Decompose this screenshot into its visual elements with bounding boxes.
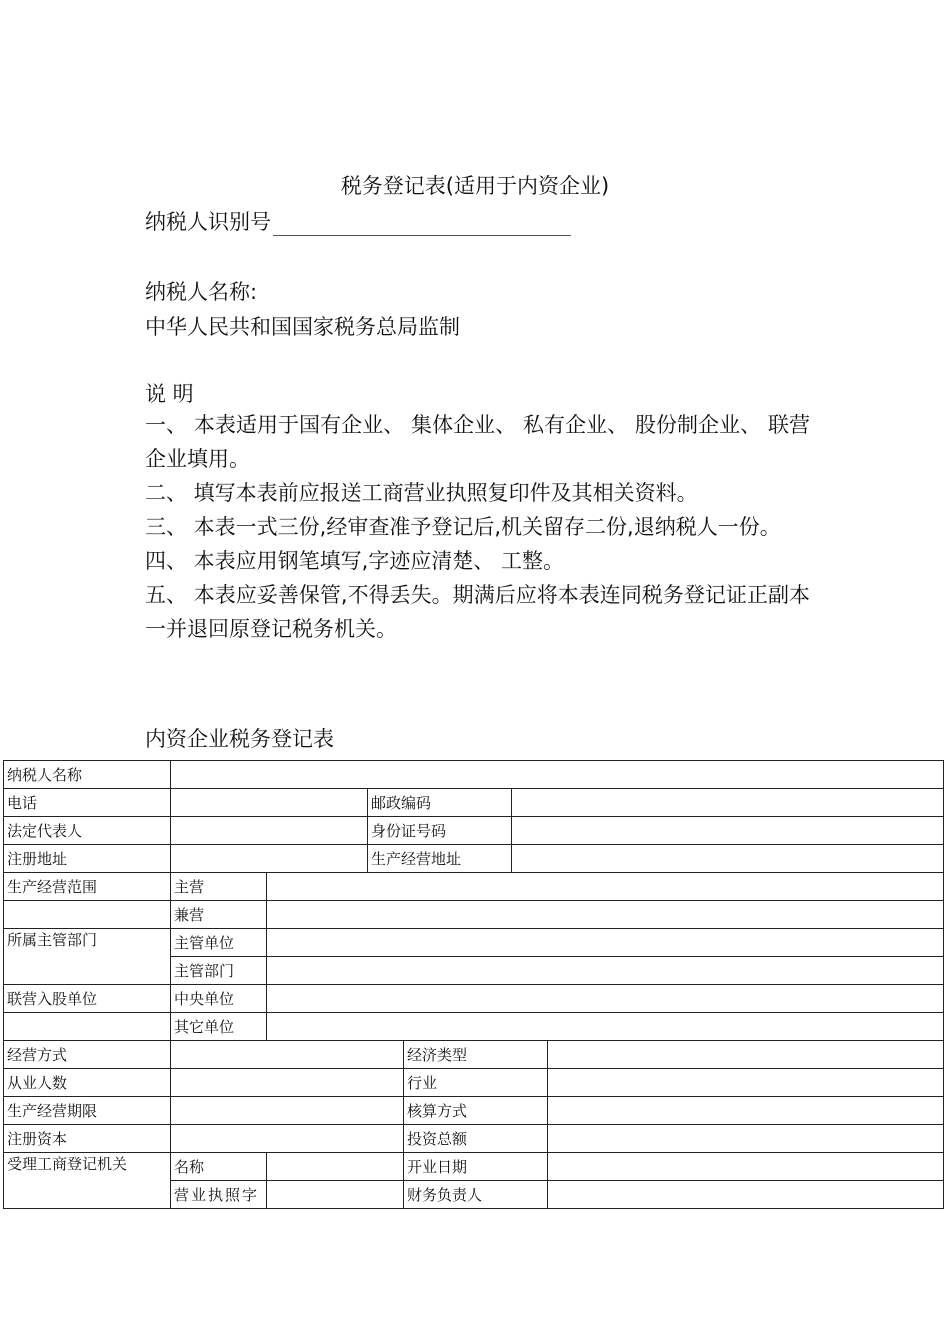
input-reg-address[interactable] [171,845,368,873]
label-econ-type: 经济类型 [404,1041,548,1069]
label-biz-mode: 经营方式 [4,1041,171,1069]
table-row [4,985,944,1013]
note-item: 一、 本表适用于国有企业、 集体企业、 私有企业、 股份制企业、 联营企业填用。 [145,413,810,471]
table-row [4,1013,944,1041]
label-reg-address: 注册地址 [4,845,171,873]
input-central-unit[interactable] [267,985,944,1013]
note-item: 三、 本表一式三份,经审查准予登记后,机关留存二份,退纳税人一份。 [145,515,781,539]
label-main-biz: 主营 [171,873,267,901]
label-registrar-name: 名称 [171,1153,267,1181]
input-open-date[interactable] [548,1153,944,1181]
input-other-unit[interactable] [267,1013,944,1041]
input-authority-sub[interactable] [267,957,944,985]
label-biz-period: 生产经营期限 [4,1097,171,1125]
form-title: 税务登记表(适用于内资企业) [340,174,610,198]
taxpayer-id-field[interactable] [273,215,571,236]
input-biz-address[interactable] [512,845,944,873]
label-accounting: 核算方式 [404,1097,548,1125]
note-item: 二、 填写本表前应报送工商营业执照复印件及其相关资料。 [145,481,698,505]
table-row [4,1097,944,1125]
input-accounting[interactable] [548,1097,944,1125]
input-license-no[interactable] [267,1181,404,1209]
label-joint-unit: 联营入股单位 [4,985,171,1013]
label-authority-sub: 主管部门 [171,957,267,985]
input-main-biz[interactable] [267,873,944,901]
table-title: 内资企业税务登记表 [145,727,334,751]
blank-cell [4,901,171,929]
label-side-biz: 兼营 [171,901,267,929]
label-postal-code: 邮政编码 [368,789,512,817]
input-side-biz[interactable] [267,901,944,929]
input-finance-head[interactable] [548,1181,944,1209]
label-central-unit: 中央单位 [171,985,267,1013]
label-registrar: 受理工商登记机关 [4,1153,171,1209]
table-row [4,901,944,929]
input-biz-mode[interactable] [171,1041,404,1069]
input-authority-unit[interactable] [267,929,944,957]
note-item: 四、 本表应用钢笔填写,字迹应清楚、 工整。 [145,549,565,573]
input-phone[interactable] [171,789,368,817]
input-reg-capital[interactable] [171,1125,404,1153]
label-employees: 从业人数 [4,1069,171,1097]
label-biz-address: 生产经营地址 [368,845,512,873]
label-total-invest: 投资总额 [404,1125,548,1153]
taxpayer-name-label: 纳税人名称: [145,280,258,304]
input-postal-code[interactable] [512,789,944,817]
table-row [4,845,944,873]
input-industry[interactable] [548,1069,944,1097]
label-authority-unit: 主管单位 [171,929,267,957]
table-row [4,873,944,901]
table-row [4,929,944,957]
notes-heading: 说 明 [145,382,194,406]
table-row [4,1069,944,1097]
input-registrar-name[interactable] [267,1153,404,1181]
table-row [4,817,944,845]
label-phone: 电话 [4,789,171,817]
issuer-text: 中华人民共和国国家税务总局监制 [145,315,460,339]
input-taxpayer-name[interactable] [171,761,944,789]
note-item: 五、 本表应妥善保管,不得丢失。期满后应将本表连同税务登记证正副本一并退回原登记税务机关。 [145,583,810,641]
label-id-number: 身份证号码 [368,817,512,845]
blank-cell [4,1013,171,1041]
label-open-date: 开业日期 [404,1153,548,1181]
label-authority-dept: 所属主管部门 [4,929,171,985]
taxpayer-id-line [145,206,571,236]
table-row [4,761,944,789]
label-finance-head: 财务负责人 [404,1181,548,1209]
label-taxpayer-name: 纳税人名称 [4,761,171,789]
input-legal-rep[interactable] [171,817,368,845]
label-license-no: 营业执照字 [171,1181,267,1209]
input-econ-type[interactable] [548,1041,944,1069]
table-row [4,1125,944,1153]
input-biz-period[interactable] [171,1097,404,1125]
taxpayer-id-label: 纳税人识别号 [145,210,271,234]
label-legal-rep: 法定代表人 [4,817,171,845]
label-reg-capital: 注册资本 [4,1125,171,1153]
input-total-invest[interactable] [548,1125,944,1153]
table-row [4,1041,944,1069]
table-row [4,789,944,817]
label-biz-scope: 生产经营范围 [4,873,171,901]
registration-table [3,760,944,1209]
label-industry: 行业 [404,1069,548,1097]
input-id-number[interactable] [512,817,944,845]
input-employees[interactable] [171,1069,404,1097]
label-other-unit: 其它单位 [171,1013,267,1041]
table-row [4,1153,944,1181]
notes-list [145,408,810,646]
